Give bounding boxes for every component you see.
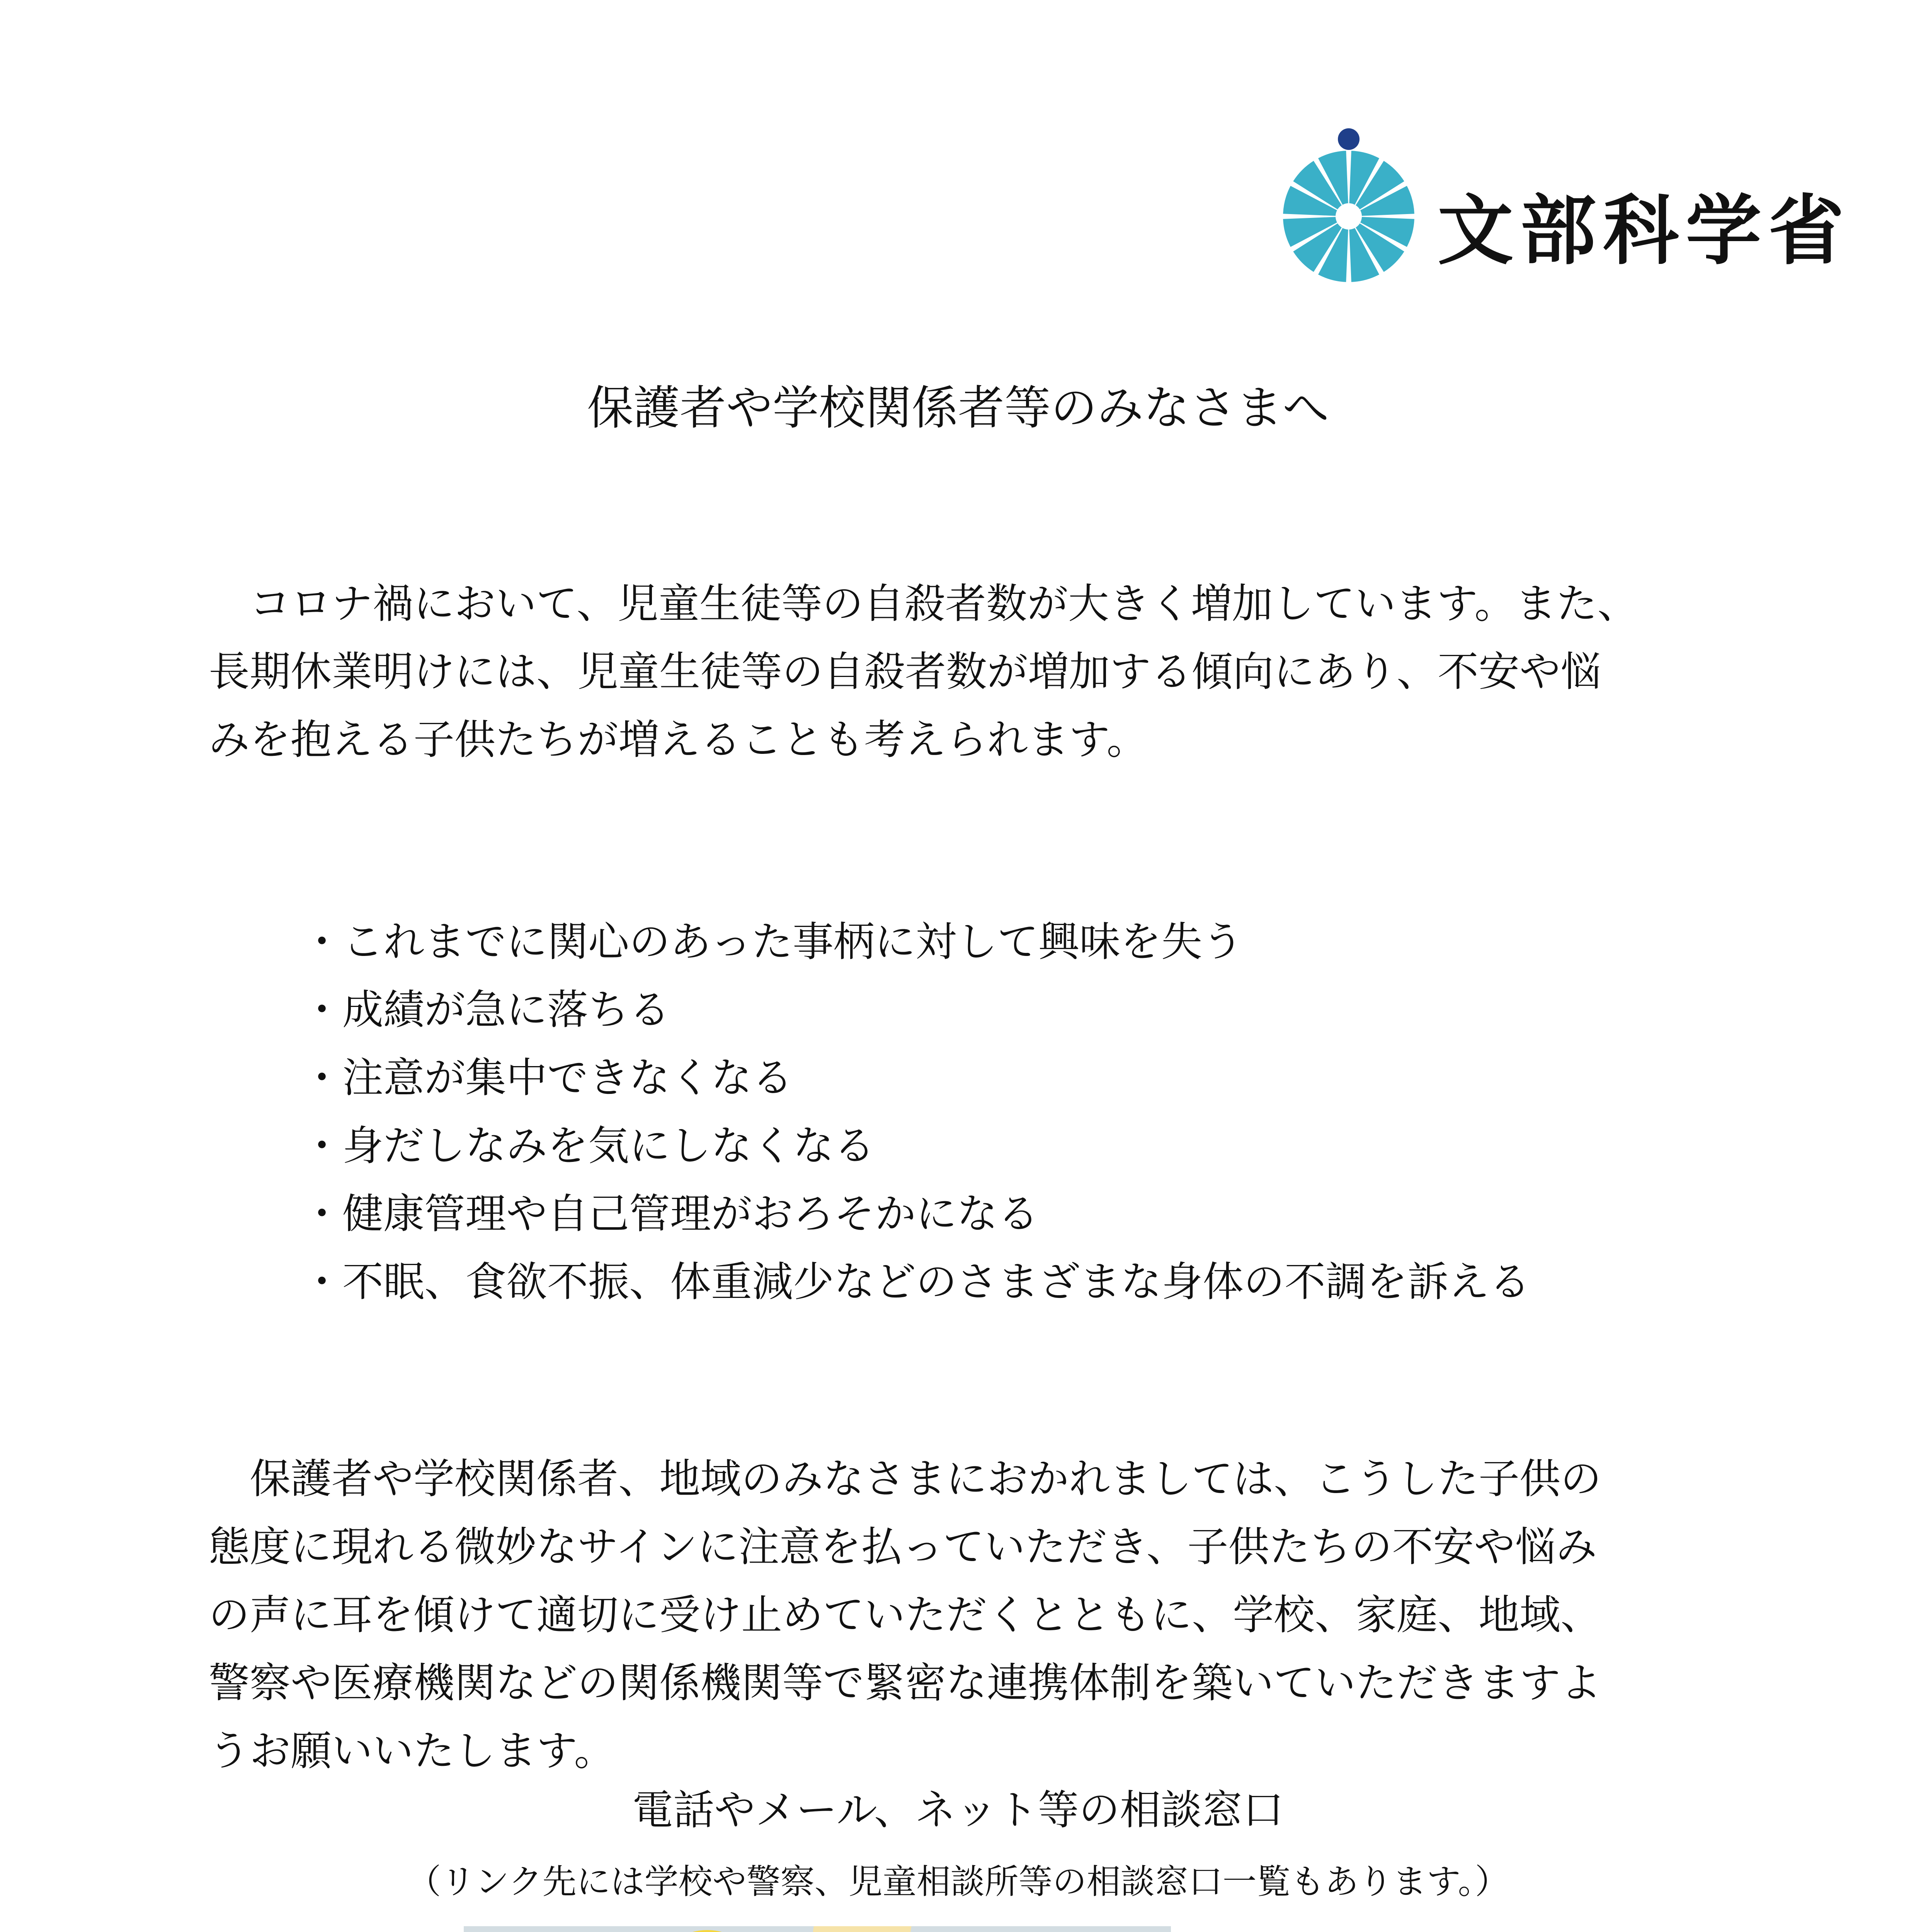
request-line: 態度に現れる微妙なサインに注意を払っていただき、子供たちの不安や悩み [209,1523,1597,1571]
request-line: 保護者や学校関係者、地域のみなさまにおかれましては、こうした子供の [209,1455,1601,1503]
consultation-heading: 電話やメール、ネット等の相談窓口 [632,1786,1284,1834]
intro-line: 長期休業明けには、児童生徒等の自殺者数が増加する傾向にあり、不安や悩 [209,648,1601,696]
intro-paragraph [209,570,1739,774]
sos-banner[interactable] [464,1926,1171,1932]
page-title: 保護者や学校関係者等のみなさまへ [587,381,1329,435]
ministry-logo [1275,128,1851,286]
list-item: ・不眠、食欲不振、体重減少などのさまざまな身体の不調を訴える [301,1258,1530,1306]
request-line: うお願いいたします。 [209,1727,615,1775]
intro-line: みを抱える子供たちが増えることも考えられます。 [209,716,1148,764]
request-line: の声に耳を傾けて適切に受け止めていただくとともに、学校、家庭、地域、 [209,1591,1601,1639]
list-item: ・成績が急に落ちる [301,986,670,1034]
warning-signs-list [301,908,1530,1316]
consultation-note: （リンク先には学校や警察、児童相談所等の相談窓口一覧もあります。） [407,1862,1509,1901]
tape-decoration [665,1930,750,1932]
list-item: ・注意が集中できなくなる [301,1054,793,1102]
list-item: ・これまでに関心のあった事柄に対して興味を失う [301,918,1243,966]
ministry-emblem-icon [1275,128,1422,286]
list-item: ・身だしなみを気にしなくなる [301,1122,875,1170]
ministry-name: 文部科学省 [1438,187,1851,275]
intro-line: コロナ禍において、児童生徒等の自殺者数が大きく増加しています。また、 [209,580,1639,628]
request-line: 警察や医療機関などの関係機関等で緊密な連携体制を築いていただきますよ [209,1659,1601,1707]
note-decoration [808,1926,911,1932]
list-item: ・健康管理や自己管理がおろそかになる [301,1190,1039,1238]
request-paragraph [209,1445,1739,1785]
